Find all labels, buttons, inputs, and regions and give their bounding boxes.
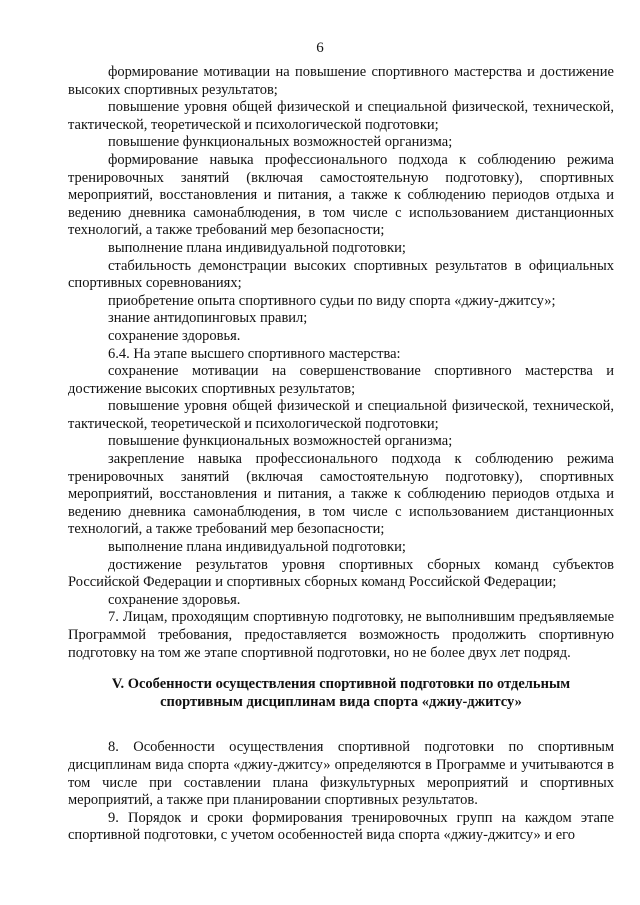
page-number: 6 [316,40,324,56]
paragraph-referee-experience: приобретение опыта спортивного судьи по виду спорта «джиу-джитсу»; [108,292,556,309]
paragraph-health-2: сохранение здоровья. [108,591,241,608]
paragraph-antidoping: знание антидопинговых правил; [108,310,308,327]
section-heading: V. Особенности осуществления спортивной подготовки по отдельным спортивным дисциплинам вида спорта «джиу-джитсу» [111,676,571,710]
paragraph-individual-plan-2: выполнение плана индивидуальной подготовки; [108,539,406,556]
paragraph-stage-6-4: 6.4. На этапе высшего спортивного мастерства: [108,345,401,362]
paragraph-keep-motivation: сохранение мотивации на совершенствование спортивного мастерства и достижение высоких спортивных результатов; [68,363,614,397]
paragraph-functional: повышение функциональных возможностей организма; [108,134,453,151]
paragraph-stability: стабильность демонстрации высоких спортивных результатов в официальных спортивных соревнованиях; [68,257,614,292]
paragraph-item-9: 9. Порядок и сроки формирования тренировочных групп на каждом этапе спортивной подготовки, с учетом особенностей вида спорта «джиу-джитсу» и его [68,809,614,844]
paragraph-individual-plan: выполнение плана индивидуальной подготовки; [108,239,406,256]
paragraph-item-7: 7. Лицам, проходящим спортивную подготовку, не выполнившим предъявляемые Программой требования, предоставляется возможность продолжить спортивную подготовку на том же этапе спортивной подготовки, но не более двух лет подряд. [68,609,614,661]
paragraph-health: сохранение здоровья. [108,327,241,344]
document-body [68,64,614,845]
paragraph-motivation: формирование мотивации на повышение спортивного мастерства и достижение высоких спортивных результатов; [68,64,614,98]
paragraph-physical-training: повышение уровня общей физической и специальной физической, технической, тактической, теоретической и психологической подготовки; [68,99,614,133]
paragraph-functional-2: повышение функциональных возможностей организма; [108,433,453,450]
paragraph-physical-training-2: повышение уровня общей физической и специальной физической, технической, тактической, теоретической и психологической подготовки; [68,398,614,432]
paragraph-consolidation: закрепление навыка профессионального подхода к соблюдению режима тренировочных занятий (включая самостоятельную подготовку), спортивных мероприятий, восстановления и питания, а также к соблюдению периодов отдыха и ведению дневника самонаблюдения, в том числе с использованием дистанционных технологий, а также требований мер безопасности; [68,451,614,538]
paragraph-national-teams: достижение результатов уровня спортивных сборных команд субъектов Российской Федерации и спортивных сборных команд Российской Федерации; [68,556,614,591]
paragraph-professional-approach: формирование навыка профессионального подхода к соблюдению режима тренировочных занятий (включая самостоятельную подготовку), спортивных мероприятий, восстановления и питания, а также к соблюдению периодов отдыха и ведению дневника самонаблюдения, в том числе с использованием дистанционных технологий, а также требований мер безопасности; [68,151,614,239]
paragraph-item-8: 8. Особенности осуществления спортивной подготовки по спортивным дисциплинам вида спорта «джиу-джитсу» определяются в Программе и учитываются в том числе при составлении плана физкультурных мероприятий и спортивных мероприятий, а также при планировании спортивных результатов. [68,739,614,809]
